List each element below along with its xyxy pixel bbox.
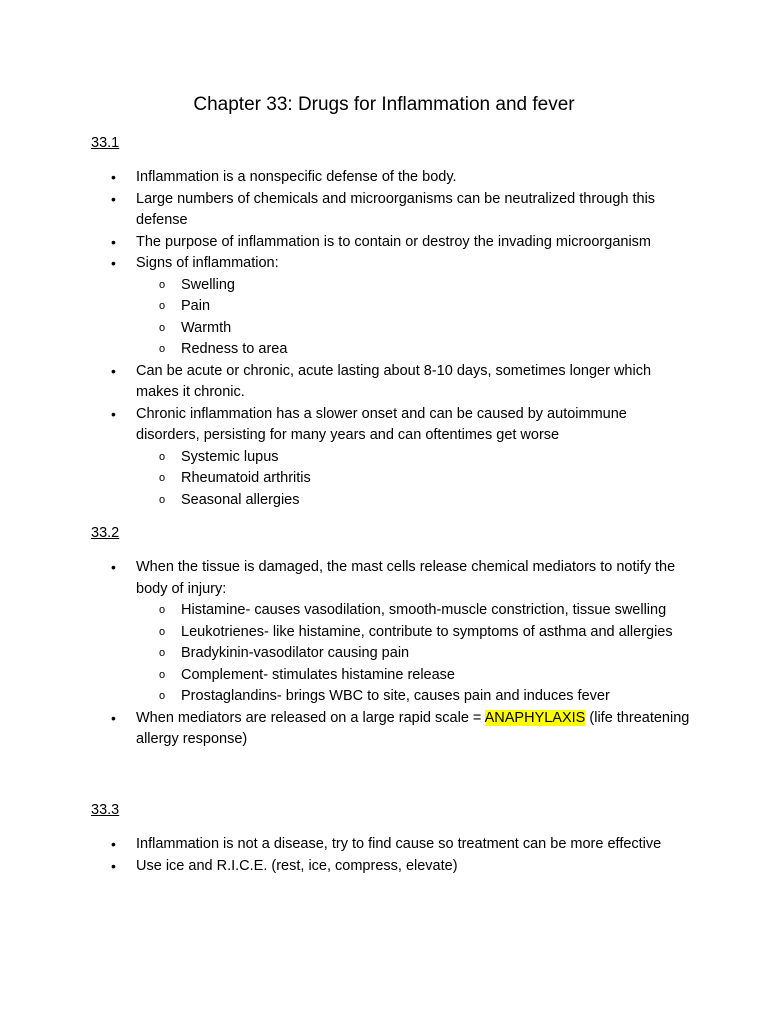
list-item — [91, 167, 691, 189]
list-item-text: The purpose of inflammation is to contain or destroy the invading microorganism — [136, 233, 652, 250]
section-heading: 33.3 — [91, 802, 120, 818]
sub-list-item: o Swelling — [91, 275, 691, 297]
list-item — [91, 404, 691, 512]
sub-list-item: o Redness to area — [91, 339, 691, 361]
list-item-text: Can be acute or chronic, acute lasting about 8-10 days, sometimes longer which makes it chronic. — [136, 362, 652, 400]
bullet-list — [91, 834, 691, 877]
list-item — [91, 361, 691, 404]
sub-list-item: o Bradykinin-vasodilator causing pain — [91, 643, 691, 665]
list-item-text: When the tissue is damaged, the mast cells release chemical mediators to notify the body of injury: — [136, 559, 676, 597]
sub-list-item: o Pain — [91, 296, 691, 318]
sub-list-item: o Prostaglandins- brings WBC to site, causes pain and induces fever — [91, 686, 691, 708]
list-item — [91, 856, 691, 878]
highlighted-term: ANAPHYLAXIS — [484, 709, 586, 726]
sub-list-item: o Complement- stimulates histamine release — [91, 665, 691, 687]
list-item — [91, 708, 691, 751]
list-item-text: Inflammation is not a disease, try to find cause so treatment can be more effective — [136, 836, 662, 852]
sub-list-item: o Warmth — [91, 318, 691, 340]
list-item — [91, 253, 691, 361]
section-33-1 — [91, 133, 691, 511]
sub-list — [136, 600, 691, 708]
page-title: Chapter 33: Drugs for Inflammation and fever — [193, 94, 575, 115]
section-heading: 33.2 — [91, 525, 120, 541]
list-item-text: When mediators are released on a large rapid scale = — [136, 709, 485, 726]
list-item-text: Use ice and R.I.C.E. (rest, ice, compress, elevate) — [136, 857, 458, 874]
sub-list-item: o Rheumatoid arthritis — [91, 468, 691, 490]
sub-list-item: o Histamine- causes vasodilation, smooth-muscle constriction, tissue swelling — [91, 600, 691, 622]
bullet-list — [91, 557, 691, 751]
list-item-text: Large numbers of chemicals and microorganisms can be neutralized through this defense — [136, 190, 656, 228]
sub-list — [136, 275, 691, 361]
section-heading: 33.1 — [91, 135, 120, 151]
section-33-3 — [91, 800, 691, 877]
list-item-text: Inflammation is a nonspecific defense of the body. — [136, 169, 457, 185]
list-item — [91, 834, 691, 856]
list-item-text: Chronic inflammation has a slower onset and can be caused by autoimmune disorders, persisting for many years and can oftentimes get worse — [136, 405, 627, 443]
list-item — [91, 232, 691, 254]
list-item — [91, 189, 691, 232]
sub-list-item: o Leukotrienes- like histamine, contribute to symptoms of asthma and allergies — [91, 622, 691, 644]
list-item — [91, 557, 691, 708]
list-item-text: Signs of inflammation: — [136, 255, 279, 271]
sub-list — [136, 447, 691, 512]
bullet-list — [91, 167, 691, 511]
section-33-2 — [91, 523, 691, 751]
sub-list-item: o Seasonal allergies — [91, 490, 691, 512]
list-item-text: (life threatening allergy response) — [136, 709, 690, 747]
sub-list-item: o Systemic lupus — [91, 447, 691, 469]
